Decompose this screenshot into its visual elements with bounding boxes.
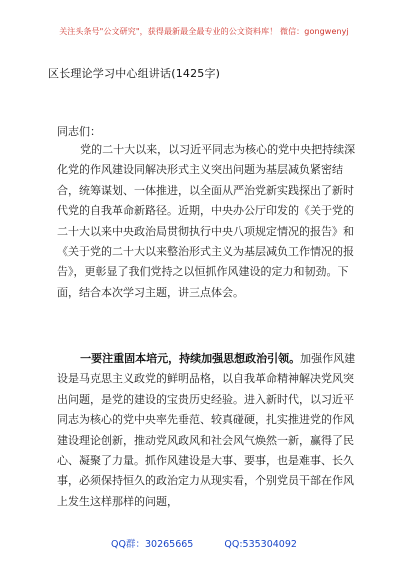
paragraph-2-text: 加强作风建设是马克思主义政党的鲜明品格，以自我革命精神解决党风突出问题，是党的建设的宝贵历史经验。进入新时代，以习近平同志为核心的党中央率先垂范、较真碰硬，扎实推进党的作风建设理论创新，推动党风政风和社会风气焕然一新，赢得了民心、凝聚了力量。抓作风建设是大事、要事，也是难事、长久事，必须保持恒久的政治定力从现实看，个别党员干部在作风上发生这样那样的问题，: [57, 352, 356, 508]
section-heading: 一要注重固本培元，持续加强思想政治引领。: [80, 352, 301, 365]
salutation: 同志们：: [57, 125, 101, 138]
paragraph-2: [57, 349, 362, 512]
document-title: 区长理论学习中心组讲话(1425字): [48, 67, 221, 80]
paragraph-1-text: 党的二十大以来，以习近平同志为核心的党中央把持续深化党的作风建设同解决形式主义突出问题为基层减负紧密结合，统筹谋划、一体推进，以全面从严治党新实践探出了新时代党的自我革命新路径。近期，中央办公厅印发的《关于党的二十大以来中央政治局贯彻执行中央八项规定情况的报告》和《关于党的二十大以来整治形式主义为基层减负工作情况的报告》，更彰显了我们党持之以恒抓作风建设的定力和韧劲。下面，结合本次学习主题，讲三点体会。: [57, 143, 356, 299]
qq-group-link[interactable]: QQ群：30265665: [111, 539, 194, 550]
paragraph-2-content: [57, 349, 362, 512]
footer-contact: [0, 536, 408, 550]
paragraph-1: [57, 140, 362, 303]
promo-banner: 关注头条号"公文研究"，获得最新最全最专业的公文资料库！ 微信：gongwenyj: [59, 27, 349, 36]
qq-contact-link[interactable]: QQ:535304092: [224, 539, 297, 550]
